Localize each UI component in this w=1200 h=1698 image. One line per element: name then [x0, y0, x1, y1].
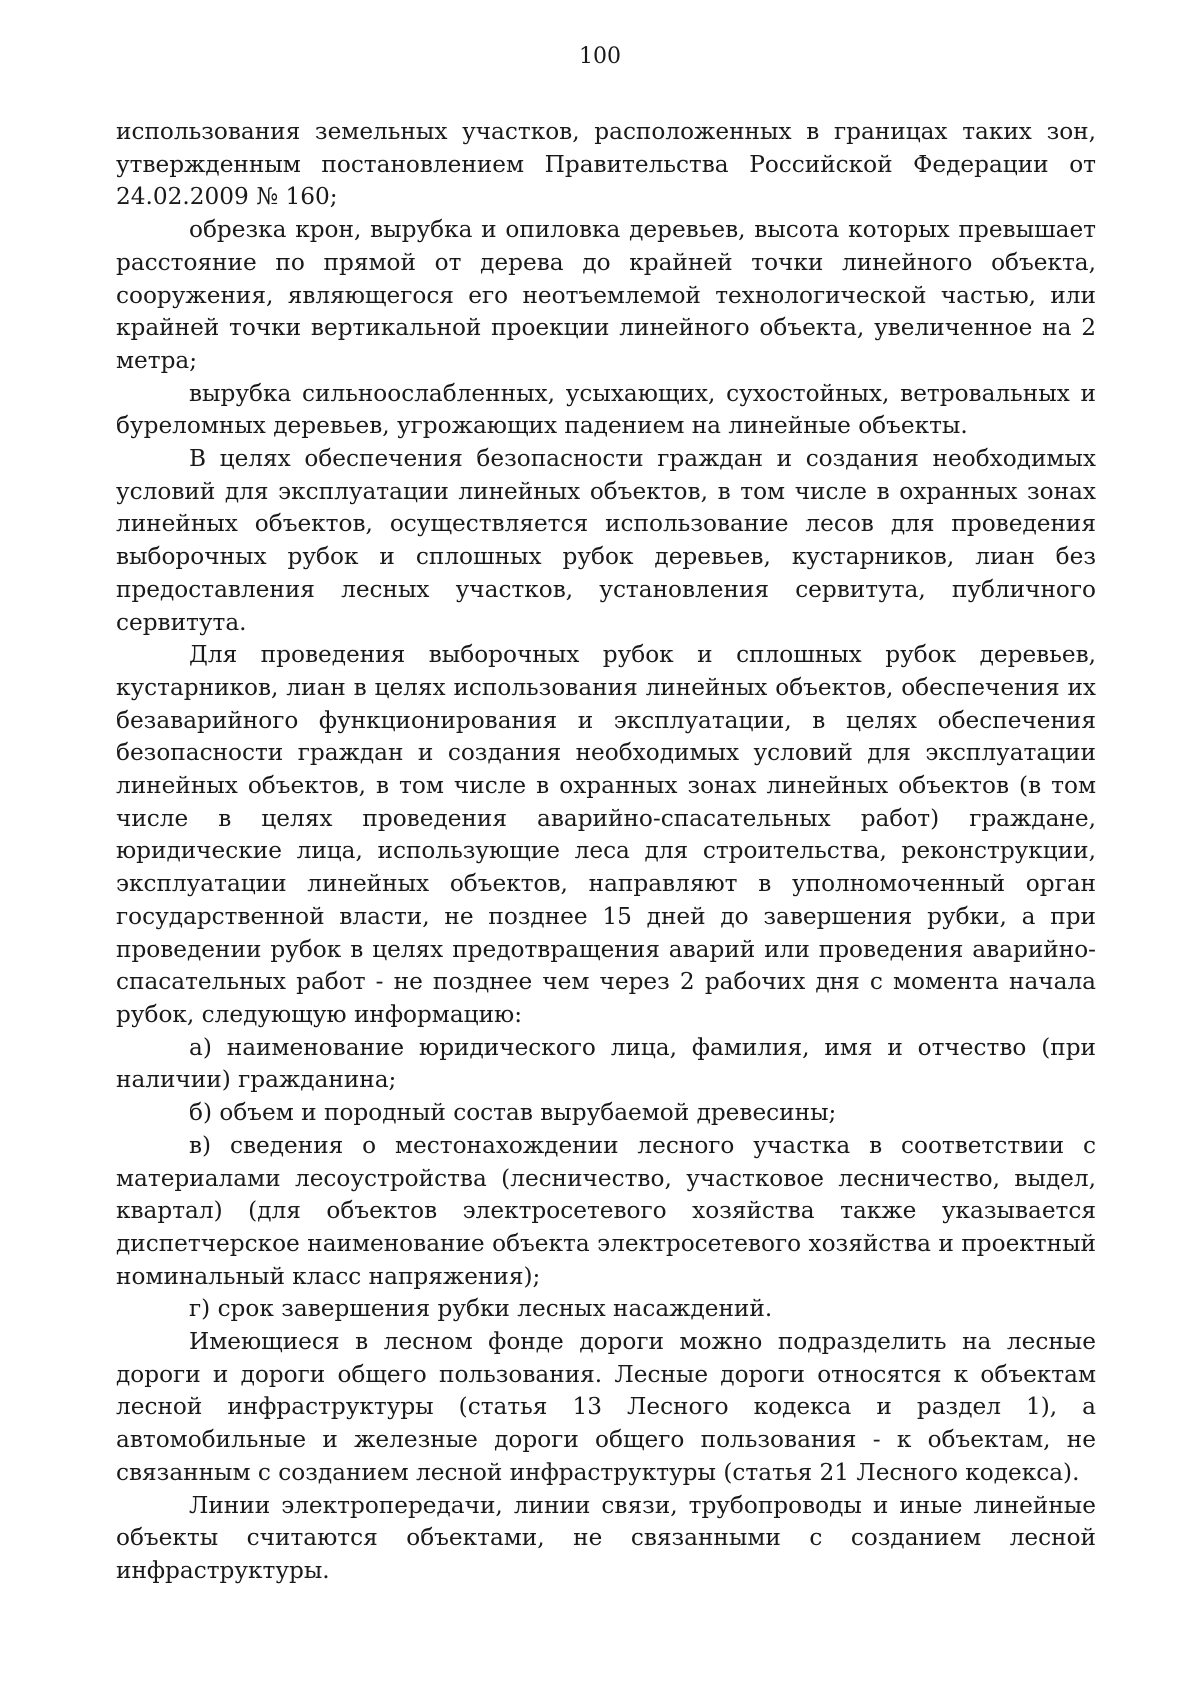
paragraph: г) срок завершения рубки лесных насаждений. [189, 1295, 773, 1323]
paragraph: В целях обеспечения безопасности граждан и создания необходимых условий для эксплуатации линейных объектов, в том числе в охранных зонах линейных объектов, осуществляется использование лесов для проведения выборочных рубок и сплошных рубок деревьев, кустарников, лиан без предоставления лесных участков, установления сервитута, публичного сервитута. [116, 445, 1096, 636]
document-body [116, 116, 1096, 1588]
paragraph: обрезка крон, вырубка и опиловка деревьев, высота которых превышает расстояние по прямой от дерева до крайней точки линейного объекта, сооружения, являющегося его неотъемлемой технологической частью, или крайней точки вертикальной проекции линейного объекта, увеличенное на 2 метра; [116, 216, 1096, 374]
paragraph: Линии электропередачи, линии связи, трубопроводы и иные линейные объекты считаются объектами, не связанными с созданием лесной инфраструктуры. [116, 1491, 1096, 1584]
paragraph: Для проведения выборочных рубок и сплошных рубок деревьев, кустарников, лиан в целях использования линейных объектов, обеспечения их безаварийного функционирования и эксплуатации, в целях обеспечения безопасности граждан и создания необходимых условий для эксплуатации линейных объектов, в том числе в охранных зонах линейных объектов (в том числе в целях проведения аварийно-спасательных работ) граждане, юридические лица, использующие леса для строительства, реконструкции, эксплуатации линейных объектов, направляют в уполномоченный орган государственной власти, не позднее 15 дней до завершения рубки, а при проведении рубок в целях предотвращения аварий или проведения аварийно-спасательных работ - не позднее чем через 2 рабочих дня с момента начала рубок, следующую информацию: [116, 641, 1096, 1028]
paragraph: вырубка сильноослабленных, усыхающих, сухостойных, ветровальных и буреломных деревьев, угрожающих падением на линейные объекты. [116, 379, 1096, 440]
paragraph: б) объем и породный состав вырубаемой древесины; [189, 1099, 837, 1127]
paragraph: в) сведения о местонахождении лесного участка в соответствии с материалами лесоустройства (лесничество, участковое лесничество, выдел, квартал) (для объектов электросетевого хозяйства также указывается диспетчерское наименование объекта электросетевого хозяйства и проектный номинальный класс напряжения); [116, 1131, 1096, 1290]
paragraph: а) наименование юридического лица, фамилия, имя и отчество (при наличии) гражданина; [116, 1033, 1096, 1094]
paragraph: Имеющиеся в лесном фонде дороги можно подразделить на лесные дороги и дороги общего пользования. Лесные дороги относятся к объектам лесной инфраструктуры (статья 13 Лесного кодекса и раздел 1), а автомобильные и железные дороги общего пользования - к объектам, не связанным с созданием лесной инфраструктуры (статья 21 Лесного кодекса). [116, 1328, 1096, 1486]
page-number: 100 [579, 44, 621, 69]
paragraph: использования земельных участков, расположенных в границах таких зон, утвержденным постановлением Правительства Российской Федерации от 24.02.2009 № 160; [116, 118, 1096, 211]
